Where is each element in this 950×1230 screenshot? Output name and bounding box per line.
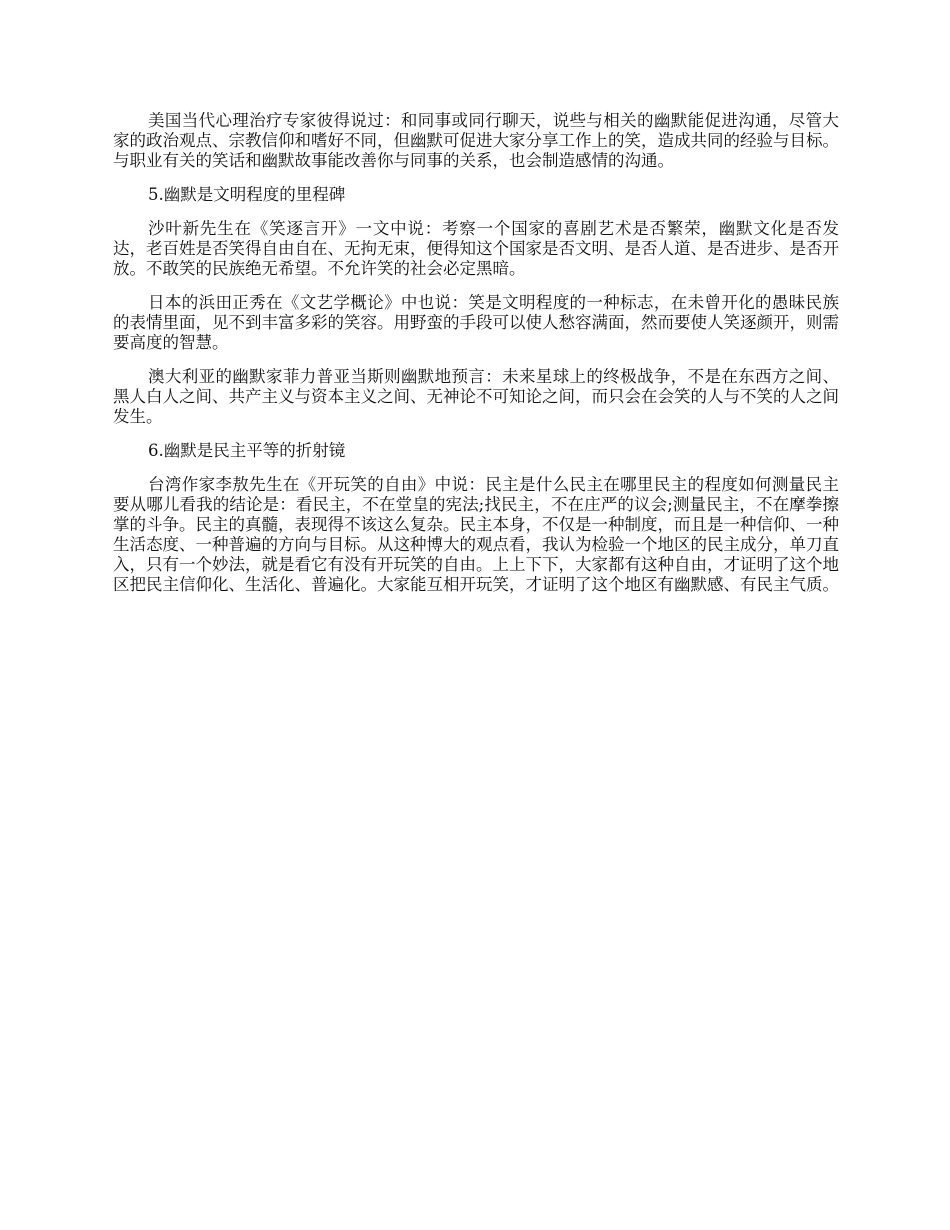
paragraph-sha-yexin: 沙叶新先生在《笑逐言开》一文中说：考察一个国家的喜剧艺术是否繁荣，幽默文化是否发达，老百姓是否笑得自由自在、无拘无束，便得知这个国家是否文明、是否人道、是否进步、是否开放。不敢笑的民族绝无希望。不允许笑的社会必定黑暗。 <box>113 219 839 278</box>
section-heading-5: 5.幽默是文明程度的里程碑 <box>148 185 346 204</box>
section-heading-6: 6.幽默是民主平等的折射镜 <box>148 441 346 460</box>
document-body <box>113 111 839 609</box>
paragraph-peter-quote: 美国当代心理治疗专家彼得说过：和同事或同行聊天，说些与相关的幽默能促进沟通，尽管大家的政治观点、宗教信仰和嗜好不同，但幽默可促进大家分享工作上的笑，造成共同的经验与目标。与职业有关的笑话和幽默故事能改善你与同事的关系，也会制造感情的沟通。 <box>113 111 839 170</box>
paragraph-hamada: 日本的浜田正秀在《文艺学概论》中也说：笑是文明程度的一种标志，在未曾开化的愚昧民族的表情里面，见不到丰富多彩的笑容。用野蛮的手段可以使人愁容满面，然而要使人笑逐颜开，则需要高度的智慧。 <box>113 293 839 352</box>
paragraph-adams: 澳大利亚的幽默家菲力普亚当斯则幽默地预言：未来星球上的终极战争，不是在东西方之间、黑人白人之间、共产主义与资本主义之间、无神论不可知论之间，而只会在会笑的人与不笑的人之间发生。 <box>113 367 839 426</box>
paragraph-li-ao: 台湾作家李敖先生在《开玩笑的自由》中说：民主是什么民主在哪里民主的程度如何测量民主要从哪儿看我的结论是：看民主，不在堂皇的宪法;找民主，不在庄严的议会;测量民主，不在摩拳擦掌的斗争。民主的真髓，表现得不该这么复杂。民主本身，不仅是一种制度，而且是一种信仰、一种生活态度、一种普遍的方向与目标。从这种博大的观点看，我认为检验一个地区的民主成分，单刀直入，只有一个妙法，就是看它有没有开玩笑的自由。上上下下，大家都有这种自由，才证明了这个地区把民主信仰化、生活化、普遍化。大家能互相开玩笑，才证明了这个地区有幽默感、有民主气质。 <box>113 475 839 594</box>
